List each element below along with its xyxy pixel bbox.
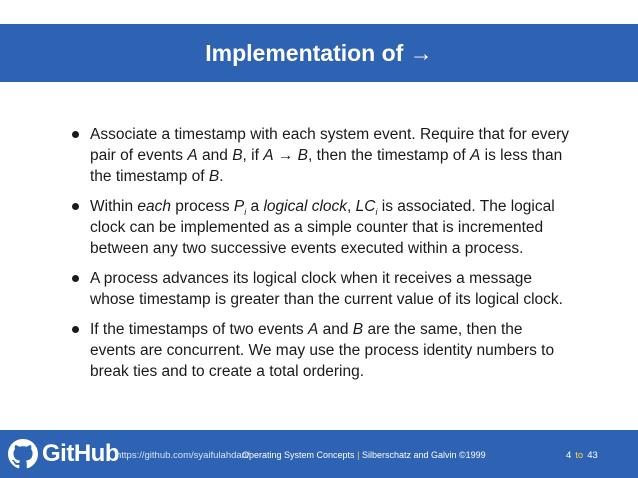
github-logo-text: GitHub [42, 440, 119, 467]
bullet-text-run: logical clock [263, 198, 348, 215]
bullet-item [72, 196, 572, 259]
bullet-text-run: A [470, 147, 481, 164]
bullet-text-run: , [347, 198, 356, 215]
bullet-text-run: is associated. The logical clock can be implemented as a simple counter that is incremented between any two successive events executed within a process. [90, 198, 555, 257]
bullet-text-run: a [246, 198, 264, 215]
slide-title: Implementation of → [205, 39, 433, 66]
bullet-text [90, 196, 572, 259]
bullet-text [90, 124, 572, 187]
bullet-text-run: i [244, 207, 247, 218]
bullet-text-run: process [171, 198, 234, 215]
bullet-dot-icon [72, 275, 79, 282]
bullet-text-run: B [208, 168, 220, 185]
github-octocat-icon [8, 439, 38, 469]
bullet-text [90, 268, 572, 310]
bullet-text-run: is less than the timestamp of [90, 147, 563, 185]
page-to-label: to [575, 450, 584, 461]
bullet-text-run: i [375, 207, 378, 218]
bullet-text-run: A [263, 147, 274, 164]
bullet-dot-icon [72, 131, 79, 138]
bullet-text-run: If the timestamps of two events [90, 321, 308, 338]
bullet-text [90, 319, 572, 382]
footer-course-title: Operating System Concepts [242, 450, 355, 460]
bullet-text-run: and [197, 147, 233, 164]
bullet-text-run: LC [355, 198, 376, 215]
bullet-text-run: are the same, then the events are concurrent. We may use the process identity numbers to break ties and to create a total ordering. [90, 321, 555, 380]
bullet-text-run: and [318, 321, 353, 338]
bullet-text-run: . [219, 168, 224, 185]
bullet-text-run: B [297, 147, 309, 164]
footer-authors: Silberschatz and Galvin ©1999 [361, 450, 486, 460]
bullet-dot-icon [72, 203, 79, 210]
bullet-text-run: A [307, 321, 319, 338]
bullet-text-run: , if [242, 147, 264, 164]
bullet-text-run: A [187, 147, 198, 164]
bullet-item [72, 319, 572, 382]
bullet-text-run: P [233, 198, 245, 215]
bullet-text-run: A process advances its logical clock when it receives a message whose timestamp is greater than the current value of its logical clock. [90, 270, 563, 308]
page-current: 4 [566, 450, 572, 461]
slide-header [0, 24, 638, 82]
page-total: 43 [587, 450, 598, 461]
bullet-dot-icon [72, 326, 79, 333]
page-indicator [566, 450, 598, 461]
footer-bar [0, 430, 638, 478]
bullet-text-run: B [232, 147, 243, 164]
bullet-item [72, 268, 572, 310]
bullet-text-run: → [273, 147, 298, 164]
bullet-text-run: each [137, 198, 171, 215]
footer-course-credit [242, 450, 486, 460]
bullet-text-run: B [352, 321, 364, 338]
bullet-text-run: Associate a timestamp with each system event. Require that for every pair of events [90, 126, 569, 164]
bullet-item [72, 124, 572, 187]
footer-separator: | [357, 450, 360, 460]
bullet-list [72, 124, 572, 391]
bullet-text-run: Within [90, 198, 138, 215]
bullet-text-run: , then the timestamp of [308, 147, 470, 164]
footer-github-link[interactable]: https://github.com/syaifulahdan/ [116, 450, 250, 461]
